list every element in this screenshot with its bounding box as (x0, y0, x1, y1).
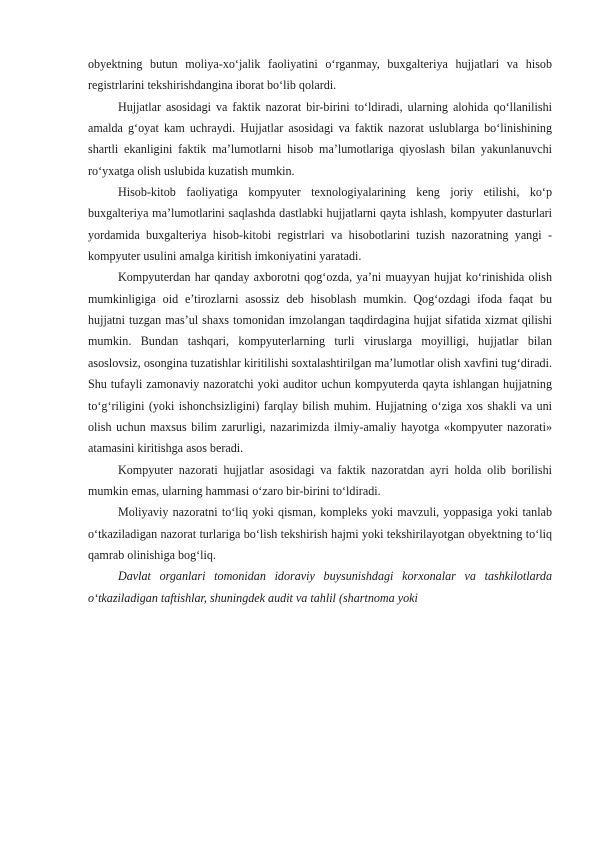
paragraph-computer-control-complement: Kompyuter nazorati hujjatlar asosidagi va faktik nazoratdan ayri holda olib borilishi mumkin emas, ularning hammasi o‘zaro bir-birini to‘ldiradi. (88, 462, 552, 498)
body-text (88, 54, 552, 609)
paragraph-computer-control-term: Kompyuterdan har qanday axborotni qog‘ozda, ya’ni muayyan hujjat ko‘rinishida olish mumkinligiga oid e’tirozlarni asossiz deb hisoblash mumkin. Qog‘ozdagi ifoda faqat bu hujjatni tuzgan mas’ul shaxs tomonidan imzolangan taqdirdagina hujjat sifatida xizmat qilishi mumkin. Bundan tashqari, kompyuterlarning turli viruslarga moyilligi, hujjatlar bilan asoslovsiz, osongina tuzatishlar kiritilishi soxtalashtirilgan ma’lumotlar olish xavfini tug‘diradi. Shu tufayli zamonaviy nazoratchi yoki auditor uchun kompyuterda qayta ishlangan hujjatning to‘g‘riligini (yoki ishonchsizligini) farqlay bilish muhim. Hujjatning o‘ziga xos shakli va uni olish uchun maxsus bilim zarurligi, nazarimizda ilmiy-amaliy hayotga «kompyuter nazorati» atamasini kiritishga asos beradi. (88, 270, 552, 456)
paragraph-continuation: obyektning butun moliya-xo‘jalik faoliyatini o‘rganmay, buxgalteriya hujjatlari va hisob registrlarini tekshirishdangina iborat bo‘lib qolardi. (88, 57, 552, 93)
paragraph-documentary-factual-control: Hujjatlar asosidagi va faktik nazorat bir-birini to‘ldiradi, ularning alohida qo‘llanilishi amalda g‘oyat kam uchraydi. Hujjatlar asosidagi va faktik nazorat uslublarga bo‘linishining shartli ekanligini faktik ma’lumotlarni hisob ma’lumotlariga qiyoslash bilan yakunlanuvchi ro‘yxatga olish uslubida kuzatish mumkin. (88, 99, 552, 178)
paragraph-state-audits: Davlat organlari tomonidan idoraviy buysunishdagi korxonalar va tashkilotlarda o‘tkaziladigan taftishlar, shuningdek audit va tahlil (shartnoma yoki (88, 569, 552, 605)
paragraph-computer-technologies: Hisob-kitob faoliyatiga kompyuter texnologiyalarining keng joriy etilishi, ko‘p buxgalteriya ma’lumotlarini saqlashda dastlabki hujjatlarni qayta ishlash, kompyuter dasturlari yordamida buxgalteriya hisob-kitobi registrlari va hisobotlarini tuzish nazoratning yangi - kompyuter usulini amalga kiritish imkoniyatini yaratadi. (88, 185, 552, 264)
paragraph-control-types: Moliyaviy nazoratni to‘liq yoki qisman, kompleks yoki mavzuli, yoppasiga yoki tanlab o‘tkaziladigan nazorat turlariga bo‘lish tekshirish hajmi yoki tekshirilayotgan obyektning to‘liq qamrab olinishiga bog‘liq. (88, 505, 552, 562)
